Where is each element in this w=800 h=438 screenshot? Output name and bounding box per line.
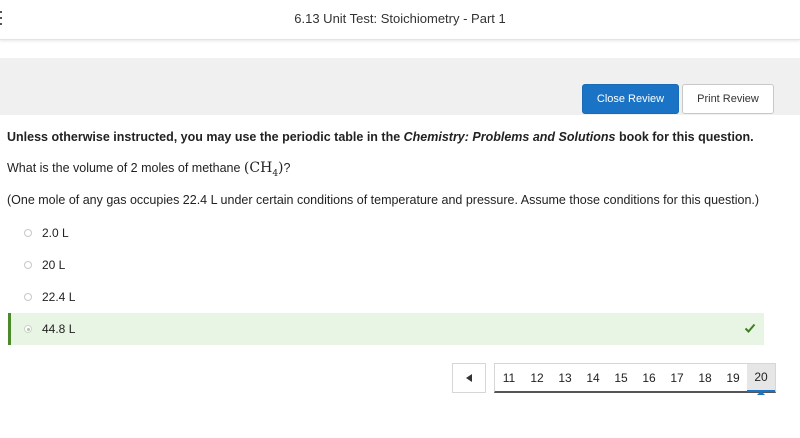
print-review-button[interactable]: Print Review [682,84,774,114]
page-15[interactable]: 15 [614,371,628,385]
radio-button[interactable] [24,293,32,301]
answer-choice-4[interactable] [8,313,764,345]
book-title: Chemistry: Problems and Solutions [403,130,616,144]
choice-label: 2.0 L [42,226,69,240]
choice-label: 44.8 L [42,322,76,336]
pagination [452,363,776,393]
answer-choice-1[interactable] [8,217,764,249]
page-17[interactable]: 17 [670,371,684,385]
page-14[interactable]: 14 [586,371,600,385]
answer-choice-2[interactable] [8,249,764,281]
methane-formula: $(CH_4)$ [243,160,284,179]
question-instruction: Unless otherwise instructed, you may use the periodic table in the Chemistry: Problems and Solutions book for this question. [7,130,754,144]
page-title: 6.13 Unit Test: Stoichiometry - Part 1 [294,11,506,26]
page-13[interactable]: 13 [558,371,572,385]
choice-label: 22.4 L [42,290,76,304]
page-18[interactable]: 18 [698,371,712,385]
choice-label: 20 L [42,258,66,272]
radio-button[interactable] [24,229,32,237]
top-bar [0,0,800,40]
left-triangle-icon [466,374,472,382]
close-review-button[interactable]: Close Review [582,84,679,114]
page-19[interactable]: 19 [726,371,740,385]
page-12[interactable]: 12 [530,371,544,385]
radio-button-selected[interactable] [24,325,32,333]
check-icon [744,322,756,334]
answer-choice-3[interactable] [8,281,764,313]
page-11[interactable]: 11 [502,371,516,385]
question-note: (One mole of any gas occupies 22.4 L under certain conditions of temperature and pressure. Assume those conditions for this question.) [7,193,760,207]
radio-button[interactable] [24,261,32,269]
page-16[interactable]: 16 [642,371,656,385]
review-toolbar [0,58,800,115]
previous-page-button[interactable] [452,363,486,393]
page-number-list [494,363,776,393]
question-prompt: What is the volume of 2 moles of methane $(CH_4)$? [7,160,291,179]
page-20-current[interactable]: 20 [747,364,775,392]
